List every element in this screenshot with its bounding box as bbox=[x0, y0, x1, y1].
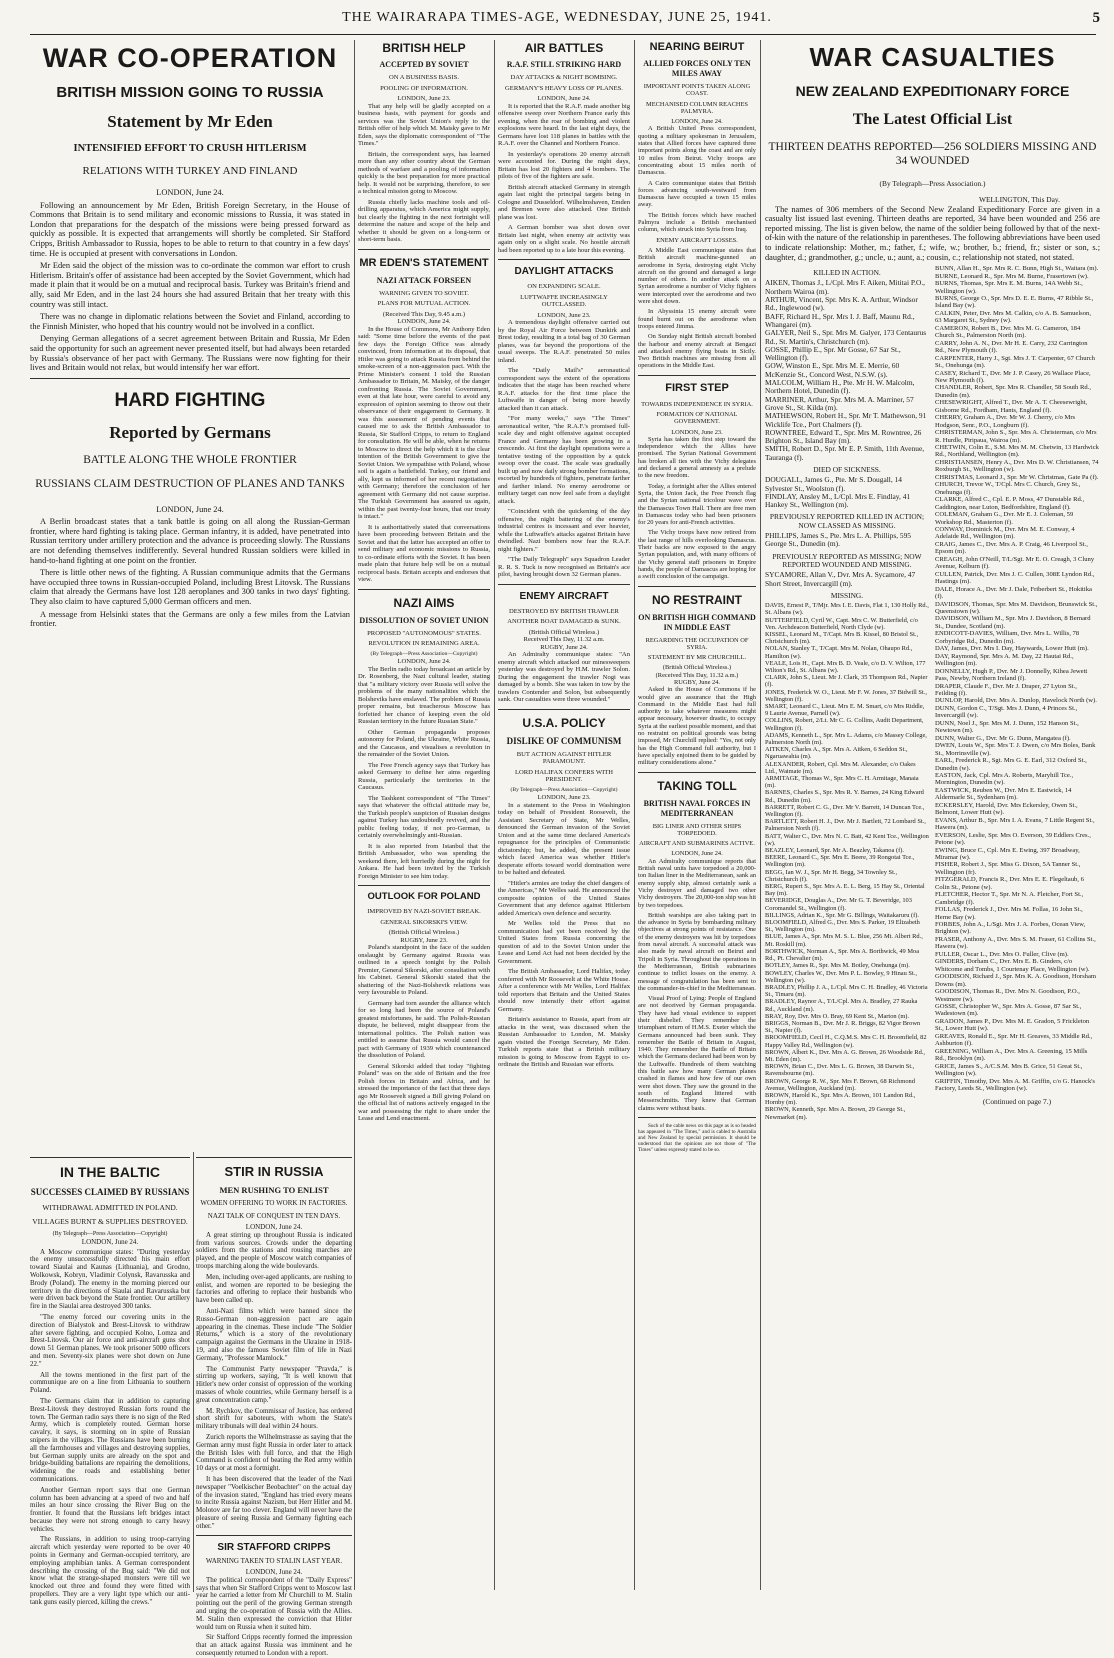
subhead-raf-striking: R.A.F. STILL STRIKING HARD bbox=[506, 60, 622, 69]
headline-in-the-baltic: IN THE BALTIC bbox=[59, 1164, 161, 1180]
article-paragraph: The British forces which have reached Palmyra include a British mechanised column, which struck into Syria from Iraq. bbox=[638, 211, 756, 234]
dateline: WELLINGTON, This Day. bbox=[979, 195, 1060, 205]
column-rule bbox=[760, 40, 761, 1590]
dateline: LONDON, June 24. bbox=[156, 188, 224, 197]
subhead-dissolution: DISSOLUTION OF SOVIET UNION bbox=[359, 615, 489, 625]
section-divider bbox=[638, 586, 756, 587]
credit-line: (By Telegraph—Press Association—Copyright) bbox=[370, 650, 478, 657]
article-paragraph: Mr Eden said the object of the mission was to co-ordinate the common war effort to crush Hitlerism. Britain's offer of assistance had been accepted by the Soviet Government, which had made it plain that it would be on a mutual and reciprocal basis. Turkey was Britain's friend and ally, said Mr Eden, and in the last 24 hours she had assured Britain that her treaty with this country was still intact. bbox=[30, 261, 350, 309]
section-divider bbox=[498, 259, 630, 260]
article-paragraph: In a statement to the Press in Washington today on behalf of President Roosevelt, the Assistant Secretary of State, Mr Welles, denounced the German invasion of the Soviet Union and at the same time declared America's repugnance for the principles of Communistic dictatorship; but, he added, the present issue which faced America was whether Hitler's desperate efforts toward world domination were to be halted and defeated. bbox=[498, 801, 630, 876]
subhead-villages-burnt: VILLAGES BURNT & SUPPLIES DESTROYED. bbox=[32, 1217, 188, 1226]
section-divider bbox=[358, 885, 490, 886]
section-missing: MISSING. bbox=[830, 590, 864, 600]
subhead-women-offering: WOMEN OFFERING TO WORK IN FACTORIES. bbox=[200, 1199, 348, 1207]
headline-sir-stafford-cripps: SIR STAFFORD CRIPPS bbox=[217, 1542, 331, 1554]
dateline: RUGBY, June 24. bbox=[673, 679, 721, 686]
column-nearing-beirut bbox=[638, 40, 756, 1592]
subhead-ten-miles: ALLIED FORCES ONLY TEN MILES AWAY bbox=[643, 59, 751, 78]
article-paragraph: Anti-Nazi films which were banned since the Russo-German non-aggression pact are again appearing in the cinemas. These include "The Soldier Returns," which is a story of the revolutionary campaign against the Germans in the Ukraine in 1918-19, and also the famous Soviet film of life in Nazi Germany, "Professor Mamlock." bbox=[196, 1306, 352, 1362]
headline-no-restraint: NO RESTRAINT bbox=[652, 592, 742, 607]
credit-line: (Received This Day, 9.45 a.m.) bbox=[382, 310, 466, 318]
dateline: LONDON, June 24. bbox=[397, 658, 451, 665]
subhead-boat-damaged: ANOTHER BOAT DAMAGED & SUNK. bbox=[507, 618, 621, 625]
subhead-withdrawal: WITHDRAWAL ADMITTED IN POLAND. bbox=[42, 1203, 178, 1212]
article-paragraph: In yesterday's operations 20 enemy aircraft were accounted for. During the night days, Britain has lost 20 fighters and 4 bombers. The pilots of five of the fighters are safe. bbox=[498, 150, 630, 180]
article-paragraph: That any help will be gladly accepted on a business basis, with payment for goods and services was the Soviet Union's reply to the British offer of help which M. Maisky gave to Mr Eden, says the diplomatic correspondent of "The Times." bbox=[358, 102, 490, 147]
headline-enemy-aircraft: ENEMY AIRCRAFT bbox=[519, 590, 609, 602]
masthead bbox=[0, 4, 1114, 30]
headline-taking-toll: TAKING TOLL bbox=[657, 778, 737, 793]
page-number: 5 bbox=[1092, 10, 1100, 26]
dateline: LONDON, June 24. bbox=[245, 1223, 303, 1231]
subhead-intensified-effort: INTENSIFIED EFFORT TO CRUSH HITLERISM bbox=[73, 143, 307, 154]
subhead-liner-torpedoed: BIG LINER AND OTHER SHIPS TORPEDOED. bbox=[652, 822, 742, 837]
article-paragraph: Following an announcement by Mr Eden, British Foreign Secretary, in the House of Commons that Britain is to send military and economic missions to Russia, it was stated in London that preparations for the despatch of the missions were being pressed forward as quickly as possible. It is expected that arrangements will shortly be completed. Sir Stafford Cripps, British Ambassador to Russia, hopes to be able to return to that country in a few days' time. He is occupied at present with conversations in London. bbox=[30, 200, 350, 258]
headline-nearing-beirut: NEARING BEIRUT bbox=[649, 41, 745, 53]
subhead-palmyra: MECHANISED COLUMN REACHES PALMYRA. bbox=[646, 100, 748, 115]
subhead-business-basis: ON A BUSINESS BASIS. bbox=[389, 74, 459, 81]
casualty-lists bbox=[765, 265, 1100, 1121]
column-rule bbox=[494, 40, 495, 1590]
subhead-turkey-finland: RELATIONS WITH TURKEY AND FINLAND bbox=[82, 165, 298, 177]
killed-list: AIKEN, Thomas J., L/Cpl. Mrs F. Aiken, Mititai P.O., Northern Wairoa (m). ARTHUR, Vincent, Spr. Mrs K. A. Arthur, Windsor Rd., Inglewood (w). BAFF, Richard H., Spr. Mrs I. J. Baff, Maunu Rd., Whangarei (m). GALYER, Neil S., Spr. Mrs M. Galyer, 173 Centaurus Rd., St. Martin's, Christchurch (m). GOSSE, Phillip E., Spr. Mr Gosse, 67 Sar St., Wellington (f). GOW, Winston E., Spr. Mrs M. E. Merrie, 60 McKenzie St., Concord West, N.S.W. (s). MALCOLM, William H., Pte. Mr H. W. Malcolm, Northern Hotel, Dunedin (f). MARRINER, Arthur, Spr. Mrs M. A. Marriner, 57 Grove St., St. Kilda (m). MATHEWSON, Robert H., Spr. Mr T. Mathewson, 91 Wicklife Tce., Port Chalmers (f). ROWNTREE, Edward T., Spr. Mrs M. Rowntree, 26 Brighton St., Island Bay (m). SMITH, Robert D., Spr. Mr E. P. Smith, 11th Avenue, Tauranga (f). bbox=[765, 278, 927, 462]
subhead-accepted-soviet: ACCEPTED BY SOVIET bbox=[379, 60, 469, 69]
section-divider bbox=[638, 1117, 756, 1118]
article-paragraph: Visual Proof of Lying: People of England are not deceived by German propaganda. They have had visual evidence to support their disbelief. They remember the triumphant return of H.M.S. Exeter which the Germans announced had been sunk. They remember the Battle of Britain in August, 1940. They remember the Battle of Britain which the Germans declared had been won by the Luftwaffe. Hundreds of them watching this battle saw how many German planes crashed in flames and how few of our own were shot down. They saw the ground in the south of England littered with Messerschmitts. They knew that German claims were without basis. bbox=[638, 995, 757, 1112]
headline-outlook-poland: OUTLOOK FOR POLAND bbox=[367, 891, 481, 902]
dateline: RUGBY, June 24. bbox=[540, 643, 588, 651]
article-paragraph: There was no change in diplomatic relations between the Soviet and Finland, according to the Finnish Minister, who hoped that his country would not be involved in a conflict. bbox=[30, 312, 350, 331]
article-paragraph: M. Rychkov, the Commissar of Justice, has ordered short shrift for saboteurs, with whom the State's military tribunals will deal within 24 hours. bbox=[196, 1406, 352, 1431]
subhead-luftwaffe-outclassed: LUFTWAFFE INCREASINGLY OUTCLASSED. bbox=[520, 293, 608, 308]
headline-mr-edens-statement: MR EDEN'S STATEMENT bbox=[359, 256, 489, 269]
headline-british-mission: BRITISH MISSION GOING TO RUSSIA bbox=[56, 84, 324, 101]
subhead-successes-claimed: SUCCESSES CLAIMED BY RUSSIANS bbox=[30, 1187, 190, 1197]
subhead-submarines-active: AIRCRAFT AND SUBMARINES ACTIVE. bbox=[639, 840, 755, 848]
article-paragraph: The British Ambassador, Lord Halifax, today conferred with Mr Roosevelt at the White House. After a conference with Mr Welles, Lord Halifax told reporters that Britain and the United States should now intensify their effort against Germany. bbox=[498, 968, 630, 1013]
article-paragraph: It is also reported from Istanbul that the British Ambassador, who was spending the weekend there, left hurriedly during the night for Ankara. He had been invited by the Turkish Foreign Minister to see him today. bbox=[358, 842, 490, 880]
subhead-improved-break: IMPROVED BY NAZI-SOVIET BREAK. bbox=[367, 908, 481, 915]
article-paragraph: Asked in the House of Commons if he would give an assurance that the High Command in the Middle East had full authority to take whatever measures might appear necessary, however drastic, to occupy Syria at the earliest possible moment, and that no restraint on political grounds was being imposed, Mr Churchill replied: "Yes, not only has the High Command full authority, but I have specially enjoined them to be guided by military considerations alone." bbox=[638, 686, 756, 767]
subhead-nazi-attack-forseen: NAZI ATTACK FORSEEN bbox=[376, 275, 472, 285]
headline-nazi-aims: NAZI AIMS bbox=[393, 595, 455, 610]
column-rule bbox=[354, 40, 355, 1590]
article-paragraph: A great stirring up throughout Russia is indicated from various sources. Crowds under the departing soldiers from the stations and rousing marches are played, and the people of Moscow watch companies of troops marching along the wide boulevards. bbox=[196, 1230, 352, 1270]
article-paragraph: The Vichy troops have now retired from the last range of hills overlooking Damascus. Their backs are now exposed to the angry Syrian population, and, with many officers of the Vichy general staff prisoners in Empire hands, the people of Damascus are hoping for a swift conclusion of the campaign. bbox=[638, 529, 756, 581]
article-paragraph: A Cairo communique states that British forces advancing south-westward from Damascus have occupied a town 15 miles away. bbox=[638, 179, 756, 209]
dateline: LONDON, June 24. bbox=[671, 118, 723, 126]
article-paragraph: The Free French agency says that Turkey has asked Germany to define her aims regarding Russia, particularly the territories in the Caucasus. bbox=[358, 761, 490, 791]
headline-stir-in-russia: STIR IN RUSSIA bbox=[224, 1164, 324, 1179]
dateline: LONDON, June 24. bbox=[81, 1237, 139, 1246]
subhead-dislike-communism: DISLIKE OF COMMUNISM bbox=[506, 735, 622, 746]
subhead-churchill: STATEMENT BY MR CHURCHILL. bbox=[647, 654, 747, 662]
article-paragraph: It has been discovered that the leader of the Nazi newspaper "Voelkischer Beobachter" on the actual day of the invasion stated, "England has tried every means to incite Russia against Nazism, but Herr Hitler and M. Molotov are far too clever. England will never have the pleasure of seeing Russia and Germany fighting each other." bbox=[196, 1474, 352, 1530]
article-paragraph: Men, including over-aged applicants, are rushing to enlist, and women are reported to be besieging the factories and offering to replace their husbands who have been called up. bbox=[196, 1272, 352, 1305]
article-paragraph: Another German report says that one German column has been advancing at a speed of two and half miles an hour since crossing the River Bug on the frontier. It found that the Russians left bridges intact because they were not strong enough to carry heavy vehicles. bbox=[30, 1485, 190, 1533]
subhead-points-taken: IMPORTANT POINTS TAKEN ALONG COAST. bbox=[643, 83, 751, 98]
section-died-sickness: DIED OF SICKNESS. bbox=[813, 464, 881, 474]
received-line: Received This Day, 11.32 a.m. bbox=[523, 636, 605, 643]
subhead-day-attacks: DAY ATTACKS & NIGHT BOMBING. bbox=[510, 74, 618, 81]
received-line: (Received This Day, 11.32 a.m.) bbox=[655, 671, 739, 679]
masthead-rule bbox=[30, 34, 1096, 35]
article-paragraph: A German bomber was shot down over Britain last night, when enemy air activity was again only on a slight scale. No hostile aircraft had been reported up to a late hour this evening. bbox=[498, 224, 630, 254]
subhead-independence-syria: TOWARDS INDEPENDENCE IN SYRIA. bbox=[641, 400, 753, 408]
article-paragraph: A Middle East communique states that British aircraft machine-gunned an aerodrome in Syria, destroying eight Vichy aircraft on the ground and damaged a large number of others. In another attack on a Syrian aerodrome a number of Vichy fighters were intercepted over the aerodrome and two were shot down. bbox=[638, 246, 756, 306]
newspaper-title: THE WAIRARAPA TIMES-AGE, WEDNESDAY, JUNE 25, 1941. bbox=[342, 10, 772, 25]
article-paragraph: A tremendous daylight offensive carried out by the Royal Air Force between Dunkirk and Brest today, resulting in a total bag of 30 German planes, was far beyond the proportions of the usual sweeps. The R.A.F. penetrated 50 miles inland. bbox=[498, 319, 630, 364]
prev-missing-list: SYCAMORE, Allan V., Dvr. Mrs A. Sycamore, 47 Short Street, Invercargill (m). bbox=[765, 570, 916, 588]
section-divider bbox=[638, 375, 756, 376]
article-paragraph: In Abyssinia 15 enemy aircraft were found burnt out on the aerodrome when troops entered Jimma. bbox=[638, 308, 756, 330]
section-divider bbox=[358, 249, 490, 250]
article-paragraph: Syria has taken the first step toward the independence which the Allies have promised. The Syrian National Government has broken all ties with the Vichy delegates and declared a general amnesty as a prelude to the new freedom. bbox=[638, 435, 756, 480]
article-paragraph: The Germans claim that in addition to capturing Brest-Litovsk they destroyed Russian forts round the town. The German radio says there is no sign of the Red Army, which is completely routed. German horse cavalry, it says, is storming on in spite of Russian snipers in the villages. The Russians have been burning all the farmhouses and villages and destroying supplies, but German supply units are already on the spot and bridge-building battalions are repairing the demolitions, widening the roads and establishing better communications. bbox=[30, 1396, 190, 1483]
headline-nz-expeditionary: NEW ZEALAND EXPEDITIONARY FORCE bbox=[795, 83, 1070, 99]
section-prev-missing: PREVIOUSLY REPORTED AS MISSING; NOW REPORTED WOUNDED AND MISSING. bbox=[772, 551, 922, 569]
subhead-national-govt: FORMATION OF NATIONAL GOVERNMENT. bbox=[656, 410, 738, 426]
subhead-men-rushing: MEN RUSHING TO ENLIST bbox=[219, 1185, 329, 1195]
section-divider bbox=[196, 1535, 352, 1536]
article-paragraph: Zurich reports the Wilhelmstrasse as saying that the German army must fight Russia in order later to attack the British Isles with full force, and that the High Command is confident of beating the Red army within 10 days or at most a fortnight. bbox=[196, 1432, 352, 1473]
article-paragraph: On Sunday night British aircraft bombed the harbour and enemy aircraft at Bengazi and attacked enemy flying boats in Sicily. Two British machines are missing from all operations in the Middle East. bbox=[638, 333, 756, 370]
column-war-casualties bbox=[765, 40, 1100, 1592]
headline-air-battles: AIR BATTLES bbox=[524, 41, 604, 55]
section-divider bbox=[498, 584, 630, 585]
article-paragraph: A British United Press correspondent, quoting a military spokesman in Jerusalem, states that Allied forces have captured three important points along the coast and are only 10 miles from Beirut. Vichy troops are concentrating about 15 miles north of Damascus. bbox=[638, 125, 756, 177]
section-divider bbox=[196, 1157, 352, 1158]
subhead-enemy-losses: ENEMY AIRCRAFT LOSSES. bbox=[656, 236, 738, 244]
subhead-plans-mutual: PLANS FOR MUTUAL ACTION. bbox=[377, 300, 471, 307]
subhead-latest-list: The Latest Official List bbox=[852, 111, 1013, 128]
article-paragraph: Poland's standpoint in the face of the sudden onslaught by Germany against Russia was outlined in a speech tonight by the Polish Premier, General Sikorski, after consultation with his Cabinet. General Sikorski stated that the shattering of the Nazi-Bolshevik relations was very favourable to Poland. bbox=[358, 944, 490, 996]
subhead-destroyed-trawler: DESTROYED BY BRITISH TRAWLER bbox=[509, 607, 619, 615]
subhead-expanding-scale: ON EXPANDING SCALE. bbox=[527, 283, 601, 290]
section-divider bbox=[638, 772, 756, 773]
column-war-cooperation bbox=[30, 40, 350, 1150]
missing-list-continued: BUNN, Allan H., Spr. Mrs R. C. Bunn, High St., Waitara (m). BURNE, Leonard R., Spr. Mrs M. Burne, Frasertown (w). BURNS, Thomas, Spr. Mrs E. M. Burns, 14A Webb St., Wellington (w). BURNS, George O., Spr. Mrs D. E. E. Burns, 47 Ribble St., Island Bay (w). CALKIN, Peter, Dvr. Mrs M. Calkin, c/o A. B. Samuelson, 63 Margaret St., Sydney (w). CAMERON, Robert B., Dvr. Mrs M. G. Cameron, 184 Church St., Palmerston North (m). CARRY, John A. N., Dvr. Mr H. E. Carry, 232 Carrington Rd., New Plymouth (f). CARPENTER, Harry J., Sgt. Mrs J. T. Carpenter, 67 Church St., Onehunga (m). CASEY, Richard T., Dvr. Mr J. P. Casey, 26 Wallace Place, New Plymouth (f). CHANDLER, Robert, Spr. Mrs R. Chandler, 58 South Rd., Dunedin (m). CHESEWRIGHT, Alfred T., Dvr. Mr A. T. Cheesewright, Gisborne Rd., Fordham, Hants, England (f). CHERRY, Graham A., Dvr. Mr W. J. Cherry, c/o Mrs Hodgson, Senr., P.O., Longburn (f). CHRISTERMAN, John S., Spr. Mrs A. Christerman, c/o Mrs R. Hurdle, Piripaua, Wairoa (m). CHETWIN, Colin E., S.M. Mrs M. M. Chetwin, 13 Hardwick Rd., Northland, Wellington (m). CHRISTIANSEN, Henry A., Dvr. Mrs D. W. Christiansen, 74 Roxburgh St., Wellington (w). CHRISTMAS, Leonard J., Spr. Mr W. Christmas, Gate Pa (f). CHURCH, Trevor W., T/Cpl. Mrs C. Church, Grey St., Onehunga (f). CLARKE, Alfred C., Cpl. E. P. Moss, 47 Dunstable Rd., Caddington, near Luton, Bedfordshire, England (f). COLEMAN, Graham G., Dvr. Mr E. J. Coleman, 59 Workshop Rd., Masterton (f). CONWAY, Dominick M., Dvr. Mrs M. E. Conway, 4 Adelaide Rd., Wellington (m). CRAIG, James C., Dvr. Mrs A. P. Craig, 46 Liverpool St., Epsom (m). CREAGH, John O'Neill, T/L/Sgt. Mr E. O. Creagh, 3 Cluny Avenue, Kelburn (f). CULLEN, Patrick, Dvr. Mrs J. C. Cullen, 308E Lyndon Rd., Hastings (m). DALE, Horace A., Dvr. Mr J. Dale, Friberbert St., Hokitika (f). DAVIDSON, Thomas, Spr. Mrs M. Davidson, Brunswick St., Queenstown (w). DAVIDSON, William M., Spr. Mrs J. Davidson, 8 Bernard St., Dundee, Scotland (m). ENDICOTT-DAVIES, William, Dvr. Mrs L. Willis, 78 Corbyridge Rd., Dunedin (m). DAY, James, Dvr. Mrs I. Day, Haywards, Lower Hutt (m). DAY, Raymond, Spr. Mrs A. M. Day, 22 Hautai Rd., Wellington (m). DONNELLY, Hugh P., Dvr. Mr J. Donnelly, Kihea Jewett Pass, Newby, Northern Ireland (f). DRAPER, Claude F., Dvr. Mr J. Draper, 27 Lyton St., Feilding (f). DUNLOP, Harold, Dvr. Mrs A. Dunlop, Havelock North (w). DUNN, Gordon C., T/Sgt. Mrs J. Dunn, 4 Princes St., Invercargill (w). DUNN, Noel J., Spr. Mrs M. J. Dunn, 152 Hanson St., Newtown (m). DUNN, Walter G., Dvr. Mr G. Dunn, Mangatea (f). DWEN, Louis W., Spr. Mrs T. J. Dwen, c/o Mrs Boles, Bank St., Morrinsville (w). EARL, Frederick R., Sgt. Mrs G. E. Earl, 312 Oxford St., Dunedin (w). EASTON, Jack, Cpl. Mrs A. Roberts, Maryhill Tce., Mornington, Dunedin (w). EASTWICK, Reuben W., Dvr. Mrs E. Eastwick, 14 Aldermarle St., Sydenham (m). ECKERSLEY, Harold, Dvr. Mrs Eckersley, Owen St., Belmont, Lower Hutt (w). EVANS, Arthur B., Spr. Mrs I. A. Evans, 7 Little Regent St., Hawera (m). EVERSON, Leslie, Spr. Mrs O. Everson, 39 Eddlers Cres., Petone (w). EWING, Bruce C., Cpl. Mrs E. Ewing, 397 Broadway, Miramar (w). FISHER, Robert J., Spr. Miss G. Dixon, 5A Tanner St., Wellington (fr). FITZGERALD, Francis R., Dvr. Mrs E. E. Flegeltaub, 6 Colin St., Petone (w). FLETCHER, Hector T., Spr. Mr N. A. Fletcher, Fort St., Cambridge (f). FOLLAS, Frederick J., Dvr. Mrs M. Follas, 16 John St., Herne Bay (w). FORBES, John A., L/Sgt. Mrs J. A. Forbes, Ocean View, Brighton (w). FRASER, Anthony A., Dvr. Mrs S. M. Fraser, 61 Collins St., Hawera (w). FULLER, Oscar L., Dvr. Mrs O. Fuller, Clive (m). GINDERS, Dorham C., Dvr. Mrs E. B. Ginders, c/o Whitcome and Tombs, 1 Courtenay Place, Wellington (w). GOODISON, Richard J., Spr. Mrs K. A. Goodison, Horsham Downs (m). GOODISON, Thomas R., Dvr. Mrs N. Goodison, P.O., Westmere (w). GOSSE, Christopher W., Spr. Mrs A. Gosse, 87 Sar St., Wadestown (m). GRADON, James P., Dvr. Mrs M. E. Gradon, 5 Frickleton St., Lower Hutt (w). GREAVES, Ronald E., Spr. Mr H. Greaves, 33 Middle Rd., Ashburton (f). GREENING, William A., Dvr. Mrs A. Greening, 15 Mills Rd., Brooklyn (m). GRICE, James S., A/C.S.M. Mrs B. Grice, 51 Great St., Wellington (w). GRIFFIN, Timothy, Dvr. Mrs A. M. Griffin, c/o G. Hanock's Factory, Leeds St., Wellington (w). bbox=[935, 265, 1099, 1092]
article-paragraph: An Admiralty communique states: "An enemy aircraft which attacked our minesweepers yesterday was destroyed by H.M. trawler Solon. During the engagement the trawler Nogi was damaged by a bomb. She was taken in tow by the trawlers Contender and Solon, but subsequently sank. Our casualties were three wounded." bbox=[498, 651, 630, 703]
article-paragraph: Other German propaganda proposes autonomy for Poland, the Ukraine, White Russia, and the Caucasus, and visualises a revolution in the remainder of the Soviet Union. bbox=[358, 728, 490, 758]
dateline: LONDON, June 23. bbox=[671, 428, 723, 436]
dateline: LONDON, June 24. bbox=[671, 850, 723, 858]
credit-line: (By Telegraph—Press Association.) bbox=[879, 179, 986, 188]
article-paragraph: The Russians, in addition to using troop-carrying aircraft which yesterday were reported to be over 40 points in Germany and German-occupied territory, are employing amphibian tanks. A German correspondent describing the crossing of the Bug said: "We did not know what the strange-shaped monsters were till we knocked out three and found they were fitted with propellers. They are a very light type which our anti-tank guns easily pierced, killing the crews." bbox=[30, 1535, 190, 1606]
subhead-naval-forces: BRITISH NAVAL FORCES IN MEDITERRANEAN bbox=[643, 798, 751, 818]
dateline: LONDON, June 24. bbox=[397, 318, 451, 325]
article-paragraph: Sir Stafford Cripps recently formed the impression that an attack against Russia was imminent and he consequently returned to London with a report. bbox=[196, 1633, 352, 1657]
prev-killed-list: PHILLIPS, James S., Pte. Mrs L. A. Phillips, 595 George St., Dunedin (m). bbox=[765, 531, 911, 549]
subhead-thirteen-deaths: THIRTEEN DEATHS REPORTED—256 SOLDIERS MISSING AND 34 WOUNDED bbox=[768, 141, 1097, 167]
article-paragraph: Britain's assistance to Russia, apart from air attacks in the west, was discussed when the Russian Ambassador to London, M. Maisky again visited the Foreign Secretary, Mr Eden. Turkish reports state that a British military mission is going to Moscow from Egypt to co-ordinate the British and Russian war efforts. bbox=[498, 1016, 630, 1068]
article-paragraph: "Hitler's armies are today the chief dangers of the Americas," Mr Welles said. He announced the composite opinion of the United States Government that any defence against Hitlerism added America's own defence and security. bbox=[498, 879, 630, 917]
dateline: LONDON, June 23. bbox=[537, 311, 591, 319]
article-paragraph: British warships are also taking part in the advance in Syria by bombarding military objectives at strong points of resistance. One of the enemy destroyers was hit by torpedoes from naval aircraft. A successful attack was also made by naval aircraft on Beirut and Tripoli in Syria. Throughout the operations in the Mediterranean, British submarines continue to inflict losses on the enemy. A message of congratulation has been sent to the commander-in-chief in the Mediterranean. bbox=[638, 911, 756, 992]
credit-line: (By Telegraph—Press Association—Copyright) bbox=[52, 1231, 168, 1237]
credit-line: (By Telegraph—Press Association—Copyright) bbox=[510, 786, 618, 793]
missing-list: DAVIS, Ernest P., T/Mjr. Mrs I. E. Davis, Flat 1, 130 Holly Rd., St. Albans (w). BUTTERFIELD, Cyril W., Capt. Mrs C. W. Butterfield, c/o Ven. Archdeacon Butterfield, North Clyde (w). KISSEL, Leonard M., T/Capt. Mrs B. Kissel, 80 Bristol St., Christchurch (m). NOLAN, Stanley T., T/Capt. Mrs M. Nolan, Ohaupo Rd., Hamilton (w). VEALE, Lois H., Capt. Mrs B. D. Veale, c/o D. V. Wilton, 177 Wilton's Rd., St. Albans (w). CLARK, John S., Lieut. Mr J. Clark, 35 Thompson Rd., Napier (f). JONES, Frederick W. O., Lieut. Mr F. W. Jones, 37 Bidwill St., Wellington (f). SMART, Leonard C., Lieut. Mrs E. M. Smart, c/o Mrs Riddle, 9 Laurie Avenue, Parnell (w). COLLINS, Robert, 2/Lt. Mr C. G. Collins, Audit Department, Wellington (f). ADAMS, Kenneth L., Spr. Mrs L. Adams, c/o Massey College, Palmerston North (m). AITKEN, Charles A., Spr. Mrs A. Aitken, 6 Seddon St., Ngaruawahia (m). ALEXANDER, Robert, Cpl. Mrs M. Alexander, c/o Oakes Ltd., Waimate (m). ARMITAGE, Thomas W., Spr. Mrs C. H. Armitage, Manaia (m). BARNES, Charles S., Spr. Mrs R. Y. Barnes, 24 King Edward Rd., Dunedin (m). BARRETT, Robert C. G., Dvr. Mr V. Barrett, 14 Duncan Tce., Wellington (f). BARTLETT, Robert H. J., Dvr. Mr J. Bartlett, 72 Lombard St., Palmerston North (f). BATT, Walter C., Dvr. Mrs N. C. Batt, 42 Kent Tce., Wellington (w). BEAZLEY, Leonard, Spr. Mr A. Beazley, Takanoa (f). BEERE, Leonard C., Spr. Mrs E. Beere, 39 Rongotai Tce., Wellington (m). BEGG, Ian W. J., Spr. Mr H. Begg, 34 Townley St., Christchurch (f). BERG, Rupert S., Spr. Mrs A. E. L. Berg, 15 Hay St., Oriental Bay (m). BEVERIDGE, Douglas A., Dvr. Mr G. T. Beveridge, 103 Coromandel St., Wellington (f). BILLINGS, Adrian K., Spr. Mr G. Billings, Waitakaruru (f). BLOOMFIELD, Alfred G., Dvr. Mrs S. Parker, 19 Elizabeth St., Wellington (m). BLUE, James A., Spr. Mrs M. S. L. Blue, 256 Mt. Albert Rd., Mt. Roskill (m). BORTHWICK, Norman A., Spr. Mrs A. Borthwick, 49 Moa Rd., Pt. Chevalier (m). BOTLEY, James R., Spr. Mrs M. Botley, Onehunga (m). BOWLEY, Charles W., Dvr. Mrs P. L. Bowley, 9 Hinau St., Wellington (w). BRADLEY, Phillip J. A., L/Cpl. Mrs C. H. Bradley, 46 Victoria St., Timaru (m). BRADLEY, Raynor A., T/L/Cpl. Mrs A. Bradley, 27 Rauka Rd., Auckland (m). BRAY, Roy, Dvr. Mrs O. Bray, 69 Kent St., Marton (m). BRIGGS, Norman B., Dvr. Mr J. R. Briggs, 82 Vigor Brown St., Napier (f). BROOMFIELD, Cecil H., C.Q.M.S. Mrs C. H. Broomfield, 82 Happy Valley Rd., Wellington (w). BROWN, Albert K., Dvr. Mrs A. G. Brown, 26 Woodside Rd., Mt. Eden (m). BROWN, Brian C., Dvr. Mrs L. G. Brown, 38 Darwin St., Ravensbourne (m). BROWN, George R. W., Spr. Mrs F. Brown, 68 Richmond Avenue, Wellington, Auckland (m). BROWN, Harold K., Spr. Mrs A. Brown, 101 Landon Rd., Hornby (m). BROWN, Kenneth, Spr. Mrs A. Brown, 29 George St., Newmarket (m). bbox=[765, 602, 929, 1121]
credit-line: (British Official Wireless.) bbox=[662, 664, 732, 672]
headline-war-casualties: WAR CASUALTIES bbox=[809, 42, 1056, 72]
section-divider bbox=[30, 1157, 190, 1158]
continued-note: (Continued on page 7.) bbox=[982, 1097, 1052, 1107]
subhead-action-hitler: BUT ACTION AGAINST HITLER PARAMOUNT. bbox=[516, 750, 612, 765]
article-paragraph: "For many weeks," says "The Times" aeronautical writer, "the R.A.F.'s promised full-scale day and night offensive against occupied France and Germany has been growing in a crescendo. At first the daylight operations were a tentative testing of the opposition by a quick swoop over the coast. The scale was gradually built up and now daily strong bomber formations, escorted by hundreds of fighters, penetrate farther and farther inland. No enemy aerodrome or military target can now feel safe from a daylight attack. bbox=[498, 415, 630, 505]
died-list: DOUGALL, James G., Pte. Mr S. Dougall, 14 Sylvester St., Woolston (f). FINDLAY, Ansley M., L/Cpl. Mrs E. Findlay, 41 Hankey St., Wellington (m). bbox=[765, 475, 911, 510]
article-paragraph: General Sikorski added that today "fighting Poland" was on the side of Britain and the free Polish forces in Britain and Africa, and he stressed the importance of the fact that three days ago Mr Roosevelt signed a Bill giving Poland on the official list of nations actively engaged in the war and possessing the right to share under the Lease and Lend enactment. bbox=[358, 1062, 490, 1122]
subhead-russians-claim: RUSSIANS CLAIM DESTRUCTION OF PLANES AND TANKS bbox=[35, 477, 345, 490]
dateline: RUGBY, June 23. bbox=[400, 936, 448, 944]
subhead-germanys-loss: GERMANY'S HEAVY LOSS OF PLANES. bbox=[505, 84, 623, 92]
dateline: LONDON, June 23. bbox=[537, 794, 591, 801]
headline-daylight-attacks: DAYLIGHT ATTACKS bbox=[514, 266, 614, 277]
article-paragraph: Denying German allegations of a secret agreement between Britain and Russia, Mr Eden said the opportunity for such an agreement never presented itself, but had always been retarded by Russia's observance of her pact with Germany. The Russians were now fighting for their lives and Britain would not relax, but would intensify her war effort. bbox=[30, 334, 350, 373]
subhead-nazi-talk: NAZI TALK OF CONQUEST IN TEN DAYS. bbox=[207, 1211, 341, 1220]
casualty-list-left bbox=[765, 265, 929, 1121]
section-killed: KILLED IN ACTION. bbox=[813, 268, 881, 278]
subhead-battle-frontier: BATTLE ALONG THE WHOLE FRONTIER bbox=[83, 453, 297, 466]
column-stir-in-russia bbox=[196, 1152, 352, 1657]
casualty-list-right bbox=[935, 265, 1099, 1121]
dateline: LONDON, June 24. bbox=[537, 95, 591, 102]
column-air-battles bbox=[498, 40, 630, 1592]
subhead-warning-stalin: WARNING TAKEN TO STALIN LAST YEAR. bbox=[205, 1557, 343, 1566]
article-paragraph: "Coincident with the quickening of the day offensive, the night battering of the enemy's industrial centres is incessant and ever heavier, while the Luftwaffe's attacks against Britain have dwindled. Nazi bombers now fear the R.A.F. night fighters." bbox=[498, 508, 630, 553]
section-divider bbox=[30, 378, 350, 379]
headline-war-cooperation: WAR CO-OPERATION bbox=[42, 43, 338, 73]
column-rule bbox=[634, 40, 635, 1590]
article-paragraph: In the House of Commons, Mr Anthony Eden said: "Some time before the events of the past few days the Foreign Office was already convinced, from information at its disposal, that Hitler was going to attack Russia from behind the smoke-screen of a non-aggression pact. With the Prime Minister's consent I told the Russian Ambassador to Britain, M. Maisky, of the danger confronting Russia. The Soviet Government, even at that late hour, were careful to avoid any expression of opinion seeming to throw out their observance of their engagement to Germany. It was this assessment of pending events that caused me to ask the British Ambassador to Russia, Sir Stafford Cripps, to return to England for consultation. He will be able, when he returns to Moscow to direct the help which it is the clear intention of the British Government to give the Soviet Union. We sympathise with Poland, whose soil is again a battlefield. Turkey, our friend and ally, kept us informed of her recent negotiations with Germany; therefore the conclusion of her agreement with Germany did not cause surprise. The Turkish Government has assured us again, within the past twenty-four hours, that our treaty is intact." bbox=[358, 325, 490, 520]
section-divider bbox=[498, 709, 630, 710]
article-paragraph: It is reported that the R.A.F. made another big offensive sweep over Northern France early this evening, when the roar of bombing and violent explosions were heard. In the last eight days, the Germans have lost 118 planes in battles with the R.A.F. over the Channel and Northern France. bbox=[498, 102, 630, 147]
subhead-high-command: ON BRITISH HIGH COMMAND IN MIDDLE EAST bbox=[638, 612, 756, 632]
subhead-warning-soviet: WARNING GIVEN TO SOVIET. bbox=[379, 289, 469, 297]
section-divider bbox=[358, 589, 490, 590]
headline-first-step: FIRST STEP bbox=[665, 381, 729, 394]
subhead-halifax-confers: LORD HALIFAX CONFERS WITH PRESIDENT. bbox=[514, 768, 614, 783]
headline-british-help: BRITISH HELP bbox=[382, 41, 466, 55]
article-paragraph: The "Daily Mail's" aeronautical correspondent says the extent of the operations indicates that the stage has been reached where R.A.F. attacks for the first time place the Luftwaffe in danger of being more heavily attacked than it can attack. bbox=[498, 367, 630, 412]
footnote-the-times: Such of the cable news on this page as is so headed has appeared in "The Times," and is cabled to Australia and New Zealand by special permission. It should be understood that the opinions are not those of "The Times" unless expressly stated to be so. bbox=[638, 1122, 756, 1153]
article-paragraph: "The Daily Telegraph" says Squadron Leader R. R. S. Tuck is now recognised as Britain's ace pilot, having brought down 32 German planes. bbox=[498, 556, 630, 578]
article-paragraph: A Moscow communique states: "During yesterday the enemy unsuccessfully directed his main effort toward Siaulai and Kaunas (Lithuania), and Grodno, Wolkowsk, Kobryn, Vladimir Colynsk, Ravarusska and Brody (Poland). The enemy in the morning pierced our territory in the directions of Siaulai and Ravarusska but were driven back beyond the State frontier. Our artillery fire in the Siaulai area destroyed 300 tanks. bbox=[30, 1247, 190, 1311]
credit-line: (British Official Wireless.) bbox=[388, 929, 460, 936]
column-british-help bbox=[358, 40, 490, 1592]
article-paragraph: The Communist Party newspaper "Pravda," is stirring up workers, saying, "It is well known that Hitler's new order consist of oppression of the working masses of whole countries, while Germany herself is a great concentration camp." bbox=[196, 1364, 352, 1404]
subhead-pooling: POOLING OF INFORMATION. bbox=[380, 84, 468, 92]
article-paragraph: British aircraft attacked Germany in strength again last night the principal targets being in Cologne and Dusseldorf. Wilhelmshaven, Emden and Bremen were also attacked. One British plane was lost. bbox=[498, 183, 630, 221]
dateline: LONDON, June 24. bbox=[156, 504, 224, 514]
article-paragraph: Russia chiefly lacks machine tools and oil-drilling apparatus, which America might supply, but clearly the fighting in the next fortnight will determine the nature and scope of the help and whether it should be given on a long-term or short-term basis. bbox=[358, 198, 490, 243]
article-paragraph: There is little other news of the fighting. A Russian communique admits that the Germans have occupied three towns in Russian-occupied Poland, including Brest Litovsk. The Russians claim that already the Germans have lost 128 aeroplanes and 300 tanks in two days' fighting. They also claim to have captured 5,000 German officers and men. bbox=[30, 568, 350, 607]
subhead-reported-germans: Reported by Germans bbox=[109, 422, 271, 442]
subhead-statement-eden: Statement by Mr Eden bbox=[107, 112, 273, 131]
dateline: LONDON, June 23. bbox=[397, 95, 451, 102]
headline-usa-policy: U.S.A. POLICY bbox=[522, 715, 606, 730]
article-paragraph: "The enemy forced our covering units in the direction of Bialystok and Brest-Litovsk to withdraw after severe fighting, and occupied Kolno, Lomza and Brest-Litovsk. Our air force and anti-aircraft guns shot down 51 German planes. We took prisoner 5000 officers and men. Seventy-six planes were shot down on June 22." bbox=[30, 1312, 190, 1368]
subhead-revolution: REVOLUTION IN REMAINING AREA. bbox=[368, 640, 480, 647]
article-paragraph: Mr Welles told the Press that no communication had yet been received by the United States from Russia concerning the question of aid to the Soviet Union under the Lease and Lend Act had not been decided by the Government. bbox=[498, 920, 630, 965]
article-paragraph: The names of 306 members of the Second New Zealand Expeditionary Force are given in a casualty list issued last evening. Thirteen deaths are reported, 34 have been wounded and 256 are reported missing. The list is given below, the name of the soldier being followed by that of the next-of-kin with the nature of the relationship in parentheses. The following abbreviations have been used to indicate relationship: Mother, m.; father, f.; wife, w.; brother, b.; friend, fr.; sister or son, s.; daughter, d.; grandmother, g.; uncle, u.; aunt, a.; cousin, c.; relationship not stated, not stated. bbox=[765, 204, 1100, 262]
subhead-occupation-syria: REGARDING THE OCCUPATION OF SYRIA. bbox=[645, 636, 749, 651]
article-paragraph: All the towns mentioned in the first part of the communique are on a line from Lithuania to southern Poland. bbox=[30, 1370, 190, 1395]
subhead-autonomous-states: PROPOSED "AUTONOMOUS" STATES. bbox=[367, 629, 481, 637]
article-paragraph: The Berlin radio today broadcast an article by Dr. Rosenberg, the Nazi cultural leader, stating that "a military victory over Russia will solve the problems of the many nationalities which the Bolsheviks have enslaved. The problem of Russia proper remains, but treacherous Moscow has forfeited her chance of keeping even the old Russian territory in the future Russian State." bbox=[358, 665, 490, 725]
column-in-the-baltic bbox=[30, 1152, 190, 1606]
article-paragraph: A Berlin broadcast states that a tank battle is going on all along the Russian-German frontier, where hard fighting is taking place. German infantry, it is added, have penetrated into Russian territory under artillery protection and the advance is proceeding slowly. The Russians are not defending themselves indifferently. Several hundred Russian soldiers were killed in hand-to-hand fighting at one point on the frontier. bbox=[30, 517, 350, 565]
section-prev-killed: PREVIOUSLY REPORTED KILLED IN ACTION; NOW CLASSED AS MISSING. bbox=[769, 512, 925, 530]
credit-line: (British Official Wireless.) bbox=[528, 628, 600, 636]
dateline: LONDON, June 24. bbox=[245, 1567, 303, 1576]
article-paragraph: Today, a fortnight after the Allies entered Syria, the Union Jack, the Free French flag and the Syrian national tricolour wave over the Damascus Town Hall. There are free men in Damascus today who had been prisoners for 20 years for anti-French activities. bbox=[638, 482, 756, 527]
article-paragraph: Britain, the correspondent says, has learned more than any other country about the German methods of warfare and a pooling of information quickly is the best preparation for more practical help. It would not be surprising, therefore, to see a technical mission going to Moscow. bbox=[358, 150, 490, 195]
article-paragraph: A message from Helsinki states that the Germans are only a few miles from the Latvian frontier. bbox=[30, 609, 350, 629]
headline-hard-fighting: HARD FIGHTING bbox=[114, 389, 266, 411]
article-paragraph: The political correspondent of the "Daily Express" says that when Sir Stafford Cripps went to Moscow last year he carried a letter from Mr Churchill to M. Stalin pointing out the peril of the growing German strength and urging the co-operation of Russia with the Allies. M. Stalin then expressed the conviction that Hitler would turn on Russia when it suited him. bbox=[196, 1575, 352, 1631]
article-paragraph: The Tashkent correspondent of "The Times" says that whatever the official attitude may be, the Turkish people's suspicion of Russian designs against Turkey has undoubtedly revived, and the public feeling today, if not pro-German, is certainly overwhelmingly anti-Russian. bbox=[358, 794, 490, 839]
column-rule bbox=[193, 1152, 194, 1592]
subhead-sikorski-view: GENERAL SIKORSKI'S VIEW. bbox=[380, 918, 468, 926]
article-paragraph: An Admiralty communique reports that British naval units have torpedoed a 20,000-ton Italian liner in the Mediterranean, sank an enemy supply ship, almost certainly sank a Vichy destroyer and damaged two other Vichy destroyers. The 20,000-ton ship was hit by two torpedoes. bbox=[638, 857, 756, 909]
article-paragraph: It is authoritatively stated that conversations have been proceeding between Britain and the Soviet and that the latter has accepted an offer to send military and economic missions to Russia, to co-ordinate efforts with the Soviet. It has been made plain that future help will be on a mutual reciprocal basis. Britain accepts and endorses that view. bbox=[358, 523, 490, 583]
article-paragraph: Germany had torn asunder the alliance which for so long had been the source of Poland's greatest misfortunes, he said. The Polish-Russian dispute, he believed, might disappear from the international politics. The Polish nation was entitled to assume that Russia would cancel the pact with Germany of 1939 which countenanced the dissolution of Poland. bbox=[358, 999, 490, 1059]
